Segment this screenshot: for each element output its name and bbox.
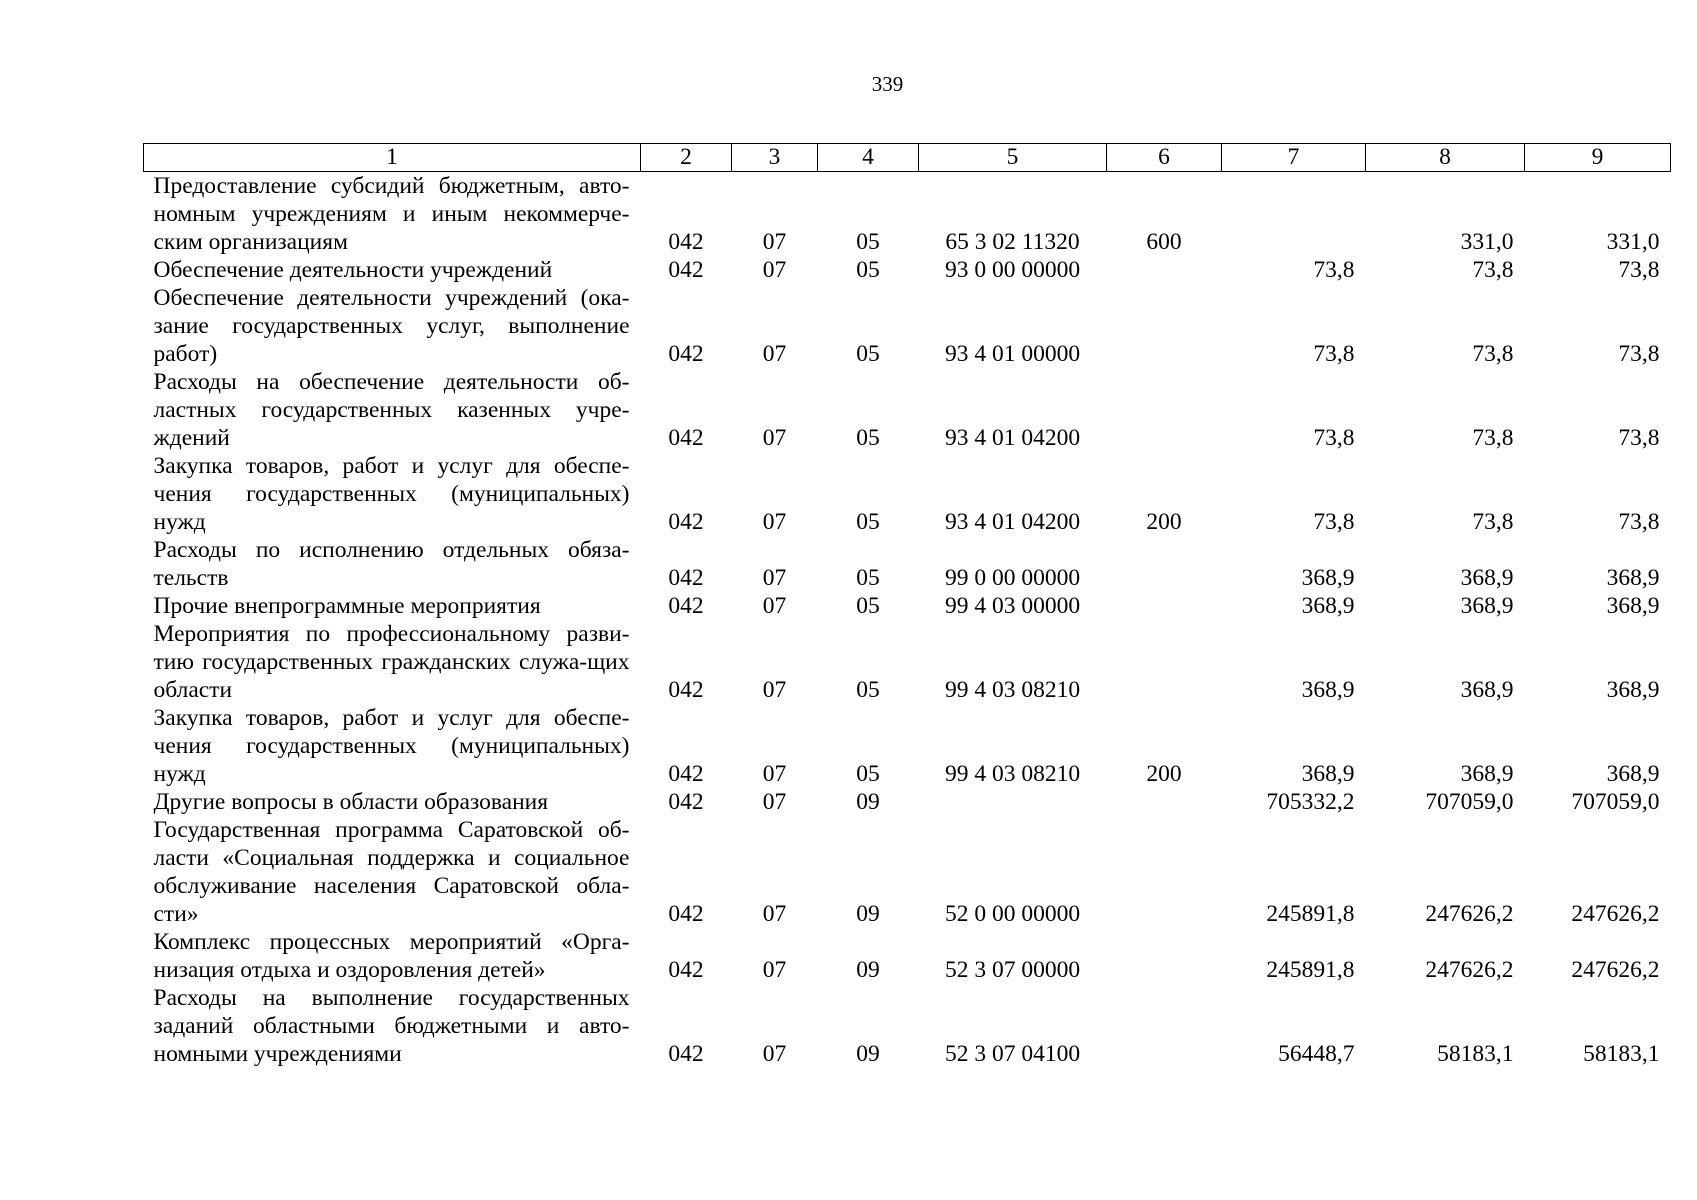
cell-value-col9: 247626,2 (1571, 901, 1660, 927)
table-row (144, 368, 1671, 452)
cell-name: Расходы по исполнению отдельных обяза-тельств (153, 537, 630, 591)
cell-subsection: 05 (856, 229, 880, 255)
cell-section: 07 (762, 341, 787, 367)
cell-value-col7: 368,9 (1301, 565, 1355, 591)
cell-target-article: 99 0 00 00000 (944, 565, 1081, 591)
cell-subsection: 05 (856, 565, 880, 591)
cell-value-col7: 245891,8 (1266, 901, 1355, 927)
cell-value-col7: 73,8 (1313, 341, 1355, 367)
cell-value-col8: 247626,2 (1425, 901, 1514, 927)
cell-subsection: 09 (856, 901, 880, 927)
cell-expense-type (1107, 928, 1222, 984)
cell-target-article: 93 4 01 00000 (944, 341, 1081, 367)
table-row (144, 592, 1671, 620)
cell-value-col7: 368,9 (1301, 677, 1355, 703)
table-row (144, 704, 1671, 788)
cell-section: 07 (762, 229, 787, 255)
cell-name: Предоставление субсидий бюджетным, авто-номным учреждениям и иным некоммерче-ским организациям (153, 173, 630, 255)
cell-expense-type (1107, 368, 1222, 452)
table-header (144, 144, 1671, 172)
cell-value-col9: 73,8 (1618, 257, 1660, 283)
cell-expense-type: 600 (1146, 229, 1182, 255)
cell-subsection: 05 (856, 761, 880, 787)
cell-section: 07 (762, 677, 787, 703)
cell-value-col9: 73,8 (1618, 341, 1660, 367)
header-cell-2: 2 (641, 144, 732, 172)
cell-target-article: 93 4 01 04200 (944, 425, 1081, 451)
cell-expense-type (1107, 284, 1222, 368)
cell-expense-type (1107, 536, 1222, 592)
cell-value-col7: 73,8 (1313, 425, 1355, 451)
cell-target-article (919, 788, 1107, 816)
cell-section: 07 (762, 425, 787, 451)
cell-admin-code: 042 (668, 229, 704, 255)
table-row (144, 788, 1671, 816)
page-number: 339 (871, 72, 904, 96)
cell-section: 07 (762, 901, 787, 927)
table-row (144, 172, 1671, 257)
cell-admin-code: 042 (668, 257, 704, 283)
cell-admin-code: 042 (668, 957, 704, 983)
cell-value-col7: 368,9 (1301, 761, 1355, 787)
cell-admin-code: 042 (668, 593, 704, 619)
cell-subsection: 05 (856, 593, 880, 619)
cell-name: Мероприятия по профессиональному разви-тию государственных гражданских служа-щих области (153, 621, 630, 703)
cell-section: 07 (762, 509, 787, 535)
cell-section: 07 (762, 761, 787, 787)
cell-name: Другие вопросы в области образования (153, 789, 549, 815)
cell-admin-code: 042 (668, 761, 704, 787)
cell-value-col9: 368,9 (1606, 761, 1660, 787)
cell-subsection: 05 (856, 425, 880, 451)
cell-section: 07 (762, 593, 787, 619)
cell-target-article: 93 4 01 04200 (944, 509, 1081, 535)
cell-value-col7: 368,9 (1301, 593, 1355, 619)
budget-table (143, 143, 1671, 1068)
cell-expense-type (1107, 816, 1222, 928)
cell-expense-type (1107, 984, 1222, 1068)
cell-subsection: 05 (856, 677, 880, 703)
cell-value-col9: 331,0 (1606, 229, 1660, 255)
cell-expense-type (1107, 620, 1222, 704)
header-cell-7: 7 (1222, 144, 1366, 172)
header-cell-3: 3 (732, 144, 818, 172)
cell-expense-type (1107, 256, 1222, 284)
cell-name: Закупка товаров, работ и услуг для обеспе-чения государственных (муниципальных) нужд (153, 705, 630, 787)
cell-name: Государственная программа Саратовской об-ласти «Социальная поддержка и социальное обслуживание населения Саратовской обла-сти» (153, 817, 630, 927)
cell-value-col9: 58183,1 (1583, 1041, 1660, 1067)
cell-name: Закупка товаров, работ и услуг для обеспе-чения государственных (муниципальных) нужд (153, 453, 630, 535)
cell-section: 07 (762, 565, 787, 591)
cell-value-col8: 368,9 (1460, 593, 1514, 619)
cell-section: 07 (762, 789, 787, 815)
cell-expense-type (1107, 592, 1222, 620)
cell-target-article: 52 0 00 00000 (944, 901, 1081, 927)
cell-name: Расходы на выполнение государственных заданий областными бюджетными и авто-номными учреждениями (153, 985, 630, 1067)
cell-admin-code: 042 (668, 789, 704, 815)
cell-value-col8: 368,9 (1460, 761, 1514, 787)
cell-subsection: 05 (856, 509, 880, 535)
cell-target-article: 52 3 07 00000 (944, 957, 1081, 983)
cell-target-article: 99 4 03 00000 (944, 593, 1081, 619)
cell-value-col9: 368,9 (1606, 565, 1660, 591)
cell-value-col7: 245891,8 (1266, 957, 1355, 983)
cell-target-article: 99 4 03 08210 (944, 677, 1081, 703)
cell-name: Расходы на обеспечение деятельности об-ластных государственных казенных учре-ждений (153, 369, 630, 451)
table-body (144, 172, 1671, 1069)
cell-admin-code: 042 (668, 677, 704, 703)
cell-name: Прочие внепрограммные мероприятия (153, 593, 541, 619)
header-cell-5: 5 (919, 144, 1107, 172)
table-row (144, 928, 1671, 984)
table-row (144, 620, 1671, 704)
cell-admin-code: 042 (668, 509, 704, 535)
cell-value-col8: 707059,0 (1425, 789, 1514, 815)
cell-value-col7: 56448,7 (1278, 1041, 1355, 1067)
cell-value-col8: 73,8 (1472, 341, 1514, 367)
cell-value-col9: 247626,2 (1571, 957, 1660, 983)
cell-target-article: 99 4 03 08210 (944, 761, 1081, 787)
cell-target-article: 93 0 00 00000 (944, 257, 1081, 283)
header-cell-8: 8 (1366, 144, 1525, 172)
cell-value-col9: 73,8 (1618, 509, 1660, 535)
header-cell-9: 9 (1525, 144, 1671, 172)
header-cell-1: 1 (144, 144, 641, 172)
cell-value-col9: 707059,0 (1571, 789, 1660, 815)
header-cell-4: 4 (818, 144, 919, 172)
table-row (144, 452, 1671, 536)
cell-name: Обеспечение деятельности учреждений (153, 257, 553, 283)
cell-value-col9: 73,8 (1618, 425, 1660, 451)
cell-name: Комплекс процессных мероприятий «Орга-низация отдыха и оздоровления детей» (153, 929, 630, 983)
cell-section: 07 (762, 257, 787, 283)
cell-section: 07 (762, 957, 787, 983)
cell-value-col8: 247626,2 (1425, 957, 1514, 983)
cell-expense-type: 200 (1146, 761, 1182, 787)
cell-value-col7: 73,8 (1313, 509, 1355, 535)
cell-value-col8: 58183,1 (1437, 1041, 1514, 1067)
cell-value-col8: 368,9 (1460, 677, 1514, 703)
cell-value-col8: 73,8 (1472, 509, 1514, 535)
cell-value-col9: 368,9 (1606, 677, 1660, 703)
cell-value-col7: 705332,2 (1266, 789, 1355, 815)
table-row (144, 816, 1671, 928)
cell-value-col8: 368,9 (1460, 565, 1514, 591)
table-row (144, 256, 1671, 284)
header-row (144, 144, 1671, 172)
cell-target-article: 65 3 02 11320 (945, 229, 1080, 255)
cell-admin-code: 042 (668, 425, 704, 451)
cell-value-col8: 331,0 (1460, 229, 1514, 255)
cell-expense-type: 200 (1146, 509, 1182, 535)
cell-subsection: 09 (856, 957, 880, 983)
cell-value-col7: 73,8 (1313, 257, 1355, 283)
cell-value-col7 (1222, 172, 1366, 257)
cell-subsection: 05 (856, 257, 880, 283)
cell-subsection: 05 (856, 341, 880, 367)
cell-admin-code: 042 (668, 901, 704, 927)
cell-value-col8: 73,8 (1472, 257, 1514, 283)
cell-name: Обеспечение деятельности учреждений (ока-зание государственных услуг, выполнение работ) (153, 285, 630, 367)
cell-admin-code: 042 (668, 341, 704, 367)
cell-value-col9: 368,9 (1606, 593, 1660, 619)
cell-target-article: 52 3 07 04100 (944, 1041, 1081, 1067)
cell-admin-code: 042 (668, 1041, 704, 1067)
cell-expense-type (1107, 788, 1222, 816)
cell-admin-code: 042 (668, 565, 704, 591)
table-row (144, 536, 1671, 592)
cell-value-col8: 73,8 (1472, 425, 1514, 451)
cell-subsection: 09 (856, 1041, 880, 1067)
cell-subsection: 09 (856, 789, 880, 815)
table-row (144, 284, 1671, 368)
table-row (144, 984, 1671, 1068)
cell-section: 07 (762, 1041, 787, 1067)
header-cell-6: 6 (1107, 144, 1222, 172)
